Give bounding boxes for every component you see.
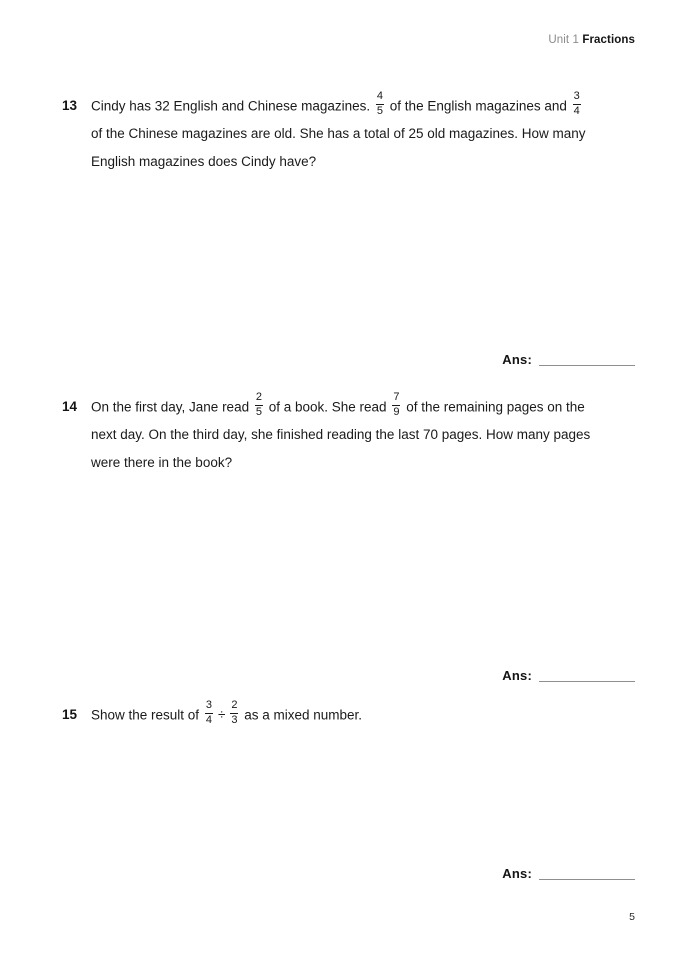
question-text-run: were there in the book? bbox=[91, 455, 233, 471]
fraction bbox=[573, 91, 581, 118]
fraction-numerator: 3 bbox=[205, 699, 212, 712]
question-text-run: English magazines does Cindy have? bbox=[91, 154, 317, 170]
question-text-run: of a book. She read bbox=[264, 399, 391, 415]
question-text-run: next day. On the third day, she finished reading the last 70 pages. How many pages bbox=[91, 427, 591, 443]
question-text-run: of the Chinese magazines are old. She has a total of 25 old magazines. How many bbox=[91, 126, 586, 142]
question-text-run: Show the result of bbox=[91, 707, 203, 723]
fraction-numerator: 4 bbox=[376, 90, 384, 103]
header-unit-label: Unit 1 bbox=[548, 34, 580, 46]
running-header bbox=[62, 33, 635, 47]
fraction bbox=[205, 700, 213, 727]
answer-blank-14[interactable] bbox=[539, 681, 635, 682]
fraction-denominator: 4 bbox=[573, 105, 580, 118]
fraction-denominator: 5 bbox=[376, 105, 384, 118]
division-operator: ÷ bbox=[217, 707, 226, 723]
fraction bbox=[376, 91, 384, 118]
answer-blank-15[interactable] bbox=[539, 879, 635, 880]
question-line bbox=[91, 92, 637, 120]
fraction-denominator: 4 bbox=[205, 714, 212, 727]
question-14-text bbox=[91, 393, 637, 477]
question-15 bbox=[62, 701, 637, 729]
answer-label-13: Ans: bbox=[502, 352, 532, 367]
question-13 bbox=[62, 92, 637, 176]
answer-line-13 bbox=[62, 351, 635, 369]
fraction-numerator: 3 bbox=[573, 90, 580, 103]
question-line bbox=[91, 449, 637, 477]
question-15-number: 15 bbox=[62, 707, 78, 722]
fraction-numerator: 2 bbox=[231, 699, 238, 712]
question-text-run: of the English magazines and bbox=[386, 98, 571, 114]
header-topic-label: Fractions bbox=[582, 34, 635, 46]
answer-blank-13[interactable] bbox=[539, 365, 635, 366]
question-line bbox=[91, 701, 637, 729]
question-text-run: Cindy has 32 English and Chinese magazines. bbox=[91, 98, 374, 114]
question-line bbox=[91, 421, 637, 449]
fraction-numerator: 2 bbox=[255, 391, 262, 404]
answer-line-15 bbox=[62, 865, 635, 883]
fraction-denominator: 3 bbox=[231, 714, 238, 727]
question-14-number: 14 bbox=[62, 399, 78, 414]
fraction-denominator: 9 bbox=[393, 406, 400, 419]
answer-label-14: Ans: bbox=[502, 668, 532, 683]
fraction-denominator: 5 bbox=[255, 406, 262, 419]
question-text-run: as a mixed number. bbox=[240, 707, 363, 723]
answer-line-14 bbox=[62, 667, 635, 685]
fraction bbox=[230, 700, 238, 727]
question-line bbox=[91, 393, 637, 421]
answer-label-15: Ans: bbox=[502, 866, 532, 881]
question-15-text bbox=[91, 701, 637, 729]
question-13-number: 13 bbox=[62, 98, 78, 113]
question-line bbox=[91, 120, 637, 148]
question-text-run: of the remaining pages on the bbox=[402, 399, 585, 415]
page-number: 5 bbox=[629, 911, 635, 923]
fraction bbox=[255, 392, 263, 419]
question-text-run: On the first day, Jane read bbox=[91, 399, 253, 415]
question-14 bbox=[62, 393, 637, 477]
question-line bbox=[91, 148, 637, 176]
fraction bbox=[392, 392, 400, 419]
fraction-numerator: 7 bbox=[393, 391, 400, 404]
question-13-text bbox=[91, 92, 637, 176]
